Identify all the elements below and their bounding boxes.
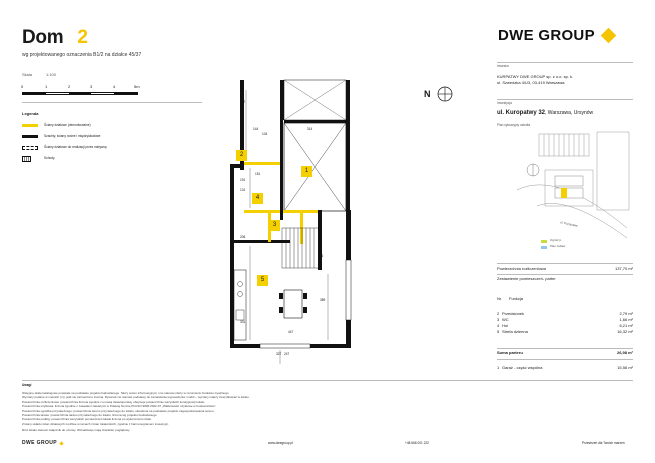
footer-phone[interactable]: +48 666 001 222 xyxy=(405,441,430,445)
scale-bar xyxy=(22,92,138,95)
dim-label: 104 xyxy=(262,132,268,136)
dim-label: 517 xyxy=(240,100,246,104)
room-nr: 5 xyxy=(497,329,500,335)
investor-line1: KURPATWY DWE GROUP sp. z o.o. sp. k. xyxy=(497,74,574,79)
footer-brand-name: DWE GROUP xyxy=(22,440,57,446)
note-line: Wstępne skale katalogowe powstałe na podstawie projektu budowlanego. Służy celom informacyjnym i nie stanowi oferty w rozumieniu Kodeksu Cywilnego. xyxy=(22,391,230,395)
house-number: 2 xyxy=(77,27,88,48)
garage-nr: 1 xyxy=(497,365,500,370)
swatch-black xyxy=(22,135,38,138)
legend-item xyxy=(22,120,192,131)
room-area: 2,79 m² xyxy=(619,311,633,317)
room-name: Przedsionek xyxy=(502,311,525,317)
dim-label: 176 xyxy=(318,254,324,258)
room-nr: 3 xyxy=(497,317,500,323)
room-nr: 4 xyxy=(497,323,500,329)
rooms-header xyxy=(497,296,523,301)
room-area: 16,32 m² xyxy=(617,329,633,335)
legend-item xyxy=(22,131,192,142)
room-badge-2: 2 xyxy=(236,150,247,161)
legend-item-label: Ściany działowe do realizacji przez nabywcę xyxy=(44,145,107,150)
dim-label: 447 xyxy=(288,330,294,334)
footer-website[interactable]: www.dwegroup.pl xyxy=(268,441,293,445)
note-line: Powierzchnia użytkowa: liczona zgodnie z zasadami zawartymi w Polskiej Normie PN-ISO 9836:2022-07 „Właściwości użytkowe w budownictwie”. xyxy=(22,404,217,409)
garage-name: Garaż - część wspólna xyxy=(502,365,543,370)
legend xyxy=(22,120,192,164)
compass-icon xyxy=(437,86,453,102)
note-line: Powierzchnia podłóg: powierzchnia wszystkich pomieszczeń lokalu liczona po wykończeniu ścian. xyxy=(22,417,153,422)
scale-tick-2: 2 xyxy=(68,84,71,89)
footer-brand xyxy=(22,440,63,446)
room-name: Strefa dzienna xyxy=(502,329,528,335)
dim-label: 247 xyxy=(284,352,290,356)
investment-label: Inwestycja xyxy=(497,101,512,105)
dim-label: 206 xyxy=(240,235,246,239)
title-text: Dom xyxy=(22,27,64,48)
room-badge-3: 3 xyxy=(269,220,280,231)
footer-partner: Przestrzeń dla Twoich marzeń xyxy=(582,441,625,445)
legend-item xyxy=(22,142,192,153)
room-name: Hol xyxy=(502,323,509,329)
dim-label: 151 xyxy=(255,172,261,176)
scale-tick-4: 4 xyxy=(113,84,116,89)
note-line: Wymiary podane w metrach (m), jeśli nie zaznaczono inaczej. Rysunek nie stanowi podstawy do zamawiania wyposażenia i mebli – wymiary należy zweryfikować w lokalu. xyxy=(22,395,250,400)
scale-tick-3: 3 xyxy=(90,84,93,89)
dim-label: 327 xyxy=(276,352,282,356)
notes-body xyxy=(22,391,633,433)
note-line: Powierzchnia rozliczeniowa: powierzchnia liczona zgodnie z umową deweloperską, obejmuje powierzchnie wszystkich kondygnacji lokalu. xyxy=(22,399,206,404)
area-value: 137,70 m² xyxy=(614,266,633,271)
compass xyxy=(424,86,453,102)
notes-title: Uwagi xyxy=(22,383,32,387)
scale-value: 1:100 xyxy=(46,72,57,77)
map-legend-2: Plac zabaw xyxy=(550,244,566,248)
dim-label: 389 xyxy=(320,298,326,302)
map-legend-1: Ogród jt. xyxy=(550,238,562,242)
floor-plan xyxy=(200,60,460,370)
investment-address xyxy=(497,110,593,117)
brand-logo xyxy=(498,27,614,44)
garage-row xyxy=(497,365,633,370)
legend-title: Legenda xyxy=(22,111,39,116)
map-street-label: ul. Kuropatwy xyxy=(559,220,579,228)
table-row xyxy=(497,329,633,335)
dim-label: 314 xyxy=(307,127,313,131)
page-title xyxy=(22,28,88,48)
page-subtitle: wg projektowanego oznaczenia B1/2 na działce 45/37 xyxy=(22,52,142,58)
compass-label: N xyxy=(424,89,431,99)
legend-item xyxy=(22,153,192,164)
site-map xyxy=(497,130,633,250)
stairs-icon xyxy=(22,156,31,162)
room-area: 6,21 m² xyxy=(619,323,633,329)
dim-label: 131 xyxy=(240,188,246,192)
dim-label: 191 xyxy=(240,178,246,182)
map-label: Plan sytuacyjny osiedla xyxy=(497,123,531,127)
scale-label: Skala xyxy=(22,72,33,77)
investor-label: Inwestor xyxy=(497,64,510,68)
footer-diamond-icon xyxy=(59,441,63,445)
rooms-title: Zestawienie pomieszczeń- parter xyxy=(497,276,556,281)
room-badge-5: 5 xyxy=(257,275,268,286)
scale-tick-5: 5m xyxy=(134,84,140,89)
address-street: ul. Kuropatwy 32 xyxy=(497,110,546,116)
scale-tick-1: 1 xyxy=(45,84,48,89)
scale-tick-0: 0 xyxy=(21,84,24,89)
legend-item-label: Ściany działowe (demontowalne) xyxy=(44,123,91,128)
sum-label: Suma parteru xyxy=(497,350,523,355)
dim-label: 331 xyxy=(240,320,246,324)
room-badge-1: 1 xyxy=(301,166,312,177)
address-rest: , Warszawa, Ursynów xyxy=(545,110,594,116)
swatch-dashed xyxy=(22,146,38,150)
brand-name: DWE GROUP xyxy=(498,27,595,44)
legend-item-label: Schody xyxy=(44,156,55,161)
diamond-logo-icon xyxy=(601,28,617,44)
legend-item-label: Szachty, ściany nośne i międzylokalowe xyxy=(44,134,101,139)
investor-line2: ul. Szwedzka 4/U3, 03-419 Warszawa xyxy=(497,80,565,85)
sum-row xyxy=(497,350,633,355)
room-badge-4: 4 xyxy=(252,193,263,204)
note-line: Zmiany układu ścian działowych możliwe w ramach zmian lokatorskich, zgodnie z harmonogramem inwestycji. xyxy=(22,421,169,426)
garage-area: 15,56 m² xyxy=(617,365,633,370)
sum-value: 26,98 m² xyxy=(616,350,633,355)
room-name: WC xyxy=(502,317,509,323)
note-small-print: Rzut lokalu stanowi załącznik do umowy. Wizualizacje mają charakter poglądowy. xyxy=(22,428,131,433)
note-line: Powierzchnia ogródka przynależnego: powierzchnia terenu przynależnego do lokalu, określona na podstawie projektu zagospodarowania terenu. xyxy=(22,408,215,413)
note-line: Powierzchnia tarasu: powierzchnia tarasu przynależnego do lokalu, liczona wg projektu budowlanego. xyxy=(22,413,158,418)
col-function: Funkcja xyxy=(509,296,524,301)
swatch-yellow xyxy=(22,124,38,127)
room-nr: 2 xyxy=(497,311,500,317)
col-nr: Nr xyxy=(497,296,502,301)
room-area: 1,66 m² xyxy=(619,317,633,323)
area-label: Powierzchnia rozliczeniowa xyxy=(497,266,546,271)
dim-label: 144 xyxy=(253,127,259,131)
rooms-table xyxy=(497,311,633,335)
